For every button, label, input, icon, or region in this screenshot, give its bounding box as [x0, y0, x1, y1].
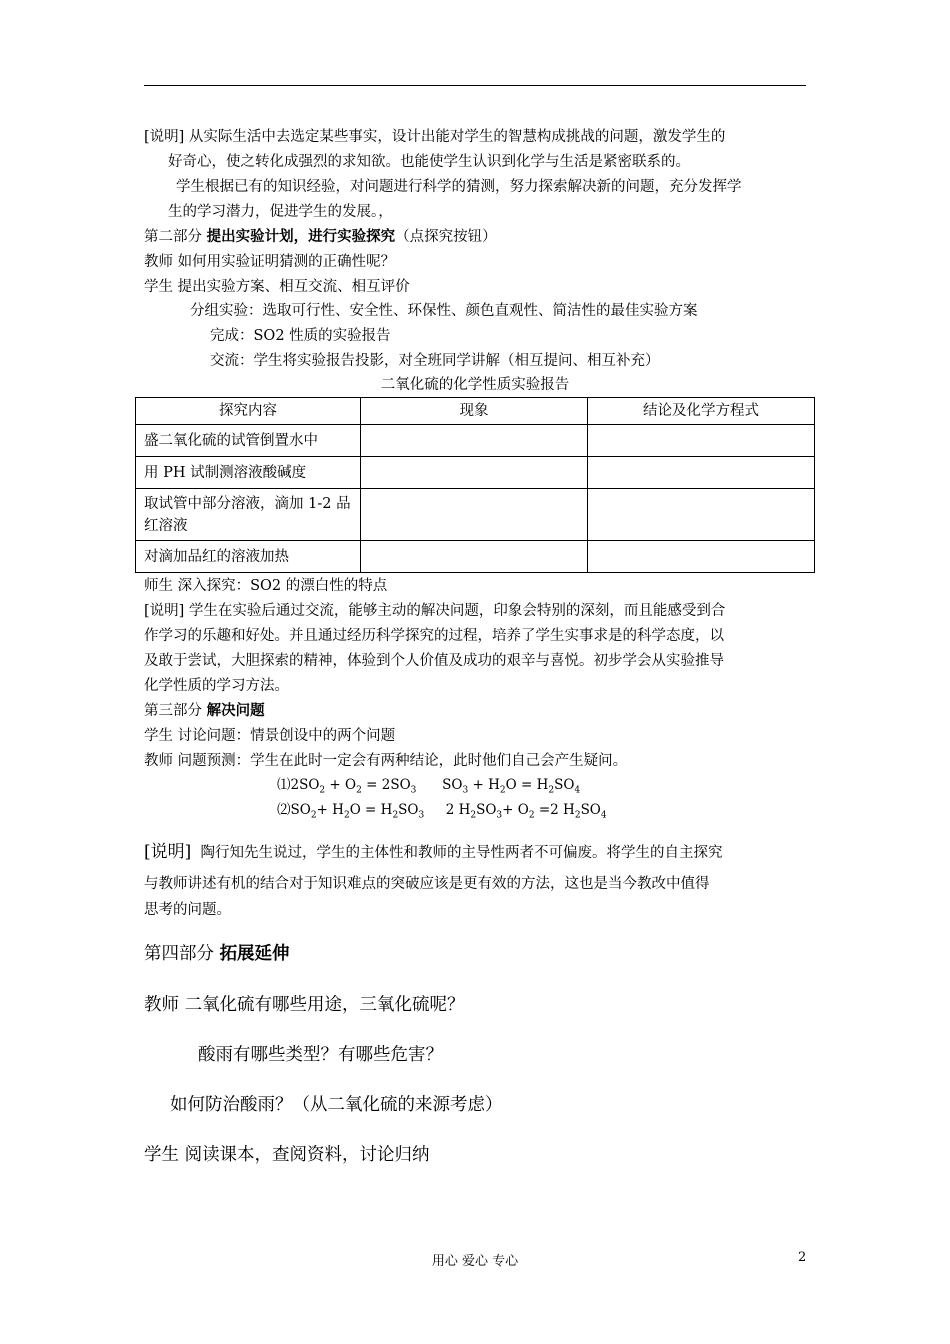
- teacher-question: 教师 如何用实验证明猜测的正确性呢？: [144, 254, 396, 270]
- table-header-cell: 结论及化学方程式: [588, 398, 815, 425]
- equation-line-1: $⑴2SO_2 + O_2 = 2SO_3$ $SO_3 + H_2O = H_2SO_4$: [277, 777, 581, 796]
- table-cell: [361, 425, 588, 457]
- note-2-line-2: 作学习的乐趣和好处。并且通过经历科学探究的过程，培养了学生实事求是的科学态度，以: [144, 628, 724, 644]
- table-title: 二氧化硫的化学性质实验报告: [380, 377, 570, 393]
- part-4-heading: [144, 941, 290, 967]
- table-row: [136, 425, 815, 457]
- note-3-line-3: 思考的问题。: [144, 902, 231, 918]
- equation-1-label: ⑴: [277, 777, 291, 793]
- table-cell: 对滴加品红的溶液加热: [136, 541, 361, 573]
- complete-report: 完成：SO2 性质的实验报告: [210, 328, 391, 344]
- experiment-report-table: [135, 397, 815, 573]
- table-cell: [588, 489, 815, 541]
- note-2-line-3: 及敢于尝试，大胆探索的精神，体验到个人价值及成功的艰辛与喜悦。初步学会从实验推导: [144, 653, 724, 669]
- part-3-heading: [144, 701, 265, 721]
- part-2-prefix: 第二部分: [144, 229, 207, 245]
- note-3-line-2: 与教师讲述有机的结合对于知识难点的突破应该是更有效的方法，这也是当今教改中值得: [144, 876, 710, 892]
- part-3-title: 解决问题: [206, 702, 265, 719]
- table-cell: 盛二氧化硫的试管倒置水中: [136, 425, 361, 457]
- note-3-text: 陶行知先生说过，学生的主体性和教师的主导性两者不可偏废。将学生的自主探究: [200, 845, 723, 861]
- table-cell: [588, 457, 815, 489]
- part-4-prefix: 第四部分: [144, 944, 220, 964]
- page-number: 2: [798, 1250, 807, 1265]
- teacher-prediction: 教师 问题预测：学生在此时一定会有两种结论，此时他们自己会产生疑问。: [144, 753, 628, 769]
- student-response: 学生 提出实验方案、相互交流、相互评价: [144, 279, 410, 295]
- note-2-line-4: 化学性质的学习方法。: [144, 678, 289, 694]
- table-cell: 取试管中部分溶液，滴加 1-2 品红溶液: [136, 489, 361, 541]
- exchange-line: 交流：学生将实验报告投影，对全班同学讲解（相互提问、相互补充）: [210, 353, 660, 369]
- group-experiment: 分组实验：选取可行性、安全性、环保性、颜色直观性、简洁性的最佳实验方案: [190, 303, 698, 319]
- table-cell: [361, 541, 588, 573]
- note-1-line-2: 好奇心，使之转化成强烈的求知欲。也能使学生认识到化学与生活是紧密联系的。: [168, 154, 690, 170]
- table-cell: [588, 425, 815, 457]
- student-reading: 学生 阅读课本，查阅资料，讨论归纳: [144, 1145, 430, 1165]
- prevention-question: 如何防治酸雨？（从二氧化硫的来源考虑）: [170, 1095, 503, 1115]
- note-1-line-3: 学生根据已有的知识经验，对问题进行科学的猜测，努力探索解决新的问题，充分发挥学: [176, 179, 742, 195]
- table-cell: [361, 457, 588, 489]
- part-3-prefix: 第三部分: [144, 703, 207, 719]
- table-header-cell: 现象: [361, 398, 588, 425]
- acid-rain-question: 酸雨有哪些类型？有哪些危害？: [198, 1045, 443, 1065]
- student-discussion: 学生 讨论问题：情景创设中的两个问题: [144, 728, 396, 744]
- equation-2-label: ⑵: [277, 802, 291, 818]
- part-2-suffix: （点探究按钮）: [395, 229, 497, 245]
- note-1-line-1: [说明] 从实际生活中去选定某些事实，设计出能对学生的智慧构成挑战的问题，激发学生的: [144, 129, 726, 145]
- table-cell: [588, 541, 815, 573]
- equation-line-2: $⑵SO_2+ H_2O = H_2SO_3$ 2 $H_2SO_3+ O_2 =2$ $H_2SO_4$: [277, 802, 607, 821]
- note-3-tag: [说明]: [144, 842, 192, 862]
- deep-inquiry: 师生 深入探究：SO2 的漂白性的特点: [144, 578, 388, 594]
- header-rule: [144, 85, 806, 86]
- table-header-row: [136, 398, 815, 425]
- note-2-line-1: [说明] 学生在实验后通过交流，能够主动的解决问题，印象会特别的深刻，而且能感受到合: [144, 603, 726, 619]
- note-1-line-4: 生的学习潜力，促进学生的发展。，: [168, 204, 393, 220]
- table-cell: 用 PH 试制测溶液酸碱度: [136, 457, 361, 489]
- table-row: [136, 489, 815, 541]
- note-3-line-1: [144, 842, 722, 863]
- table-header-cell: 探究内容: [136, 398, 361, 425]
- table-cell: [361, 489, 588, 541]
- part-4-title: 拓展延伸: [219, 944, 290, 964]
- part-2-title: 提出实验计划，进行实验探究: [206, 228, 396, 245]
- table-row: [136, 541, 815, 573]
- part-2-heading: [144, 227, 497, 247]
- table-row: [136, 457, 815, 489]
- teacher-extension-question: 教师 二氧化硫有哪些用途，三氧化硫呢？: [144, 995, 465, 1015]
- page-footer: 用心 爱心 专心: [431, 1254, 519, 1269]
